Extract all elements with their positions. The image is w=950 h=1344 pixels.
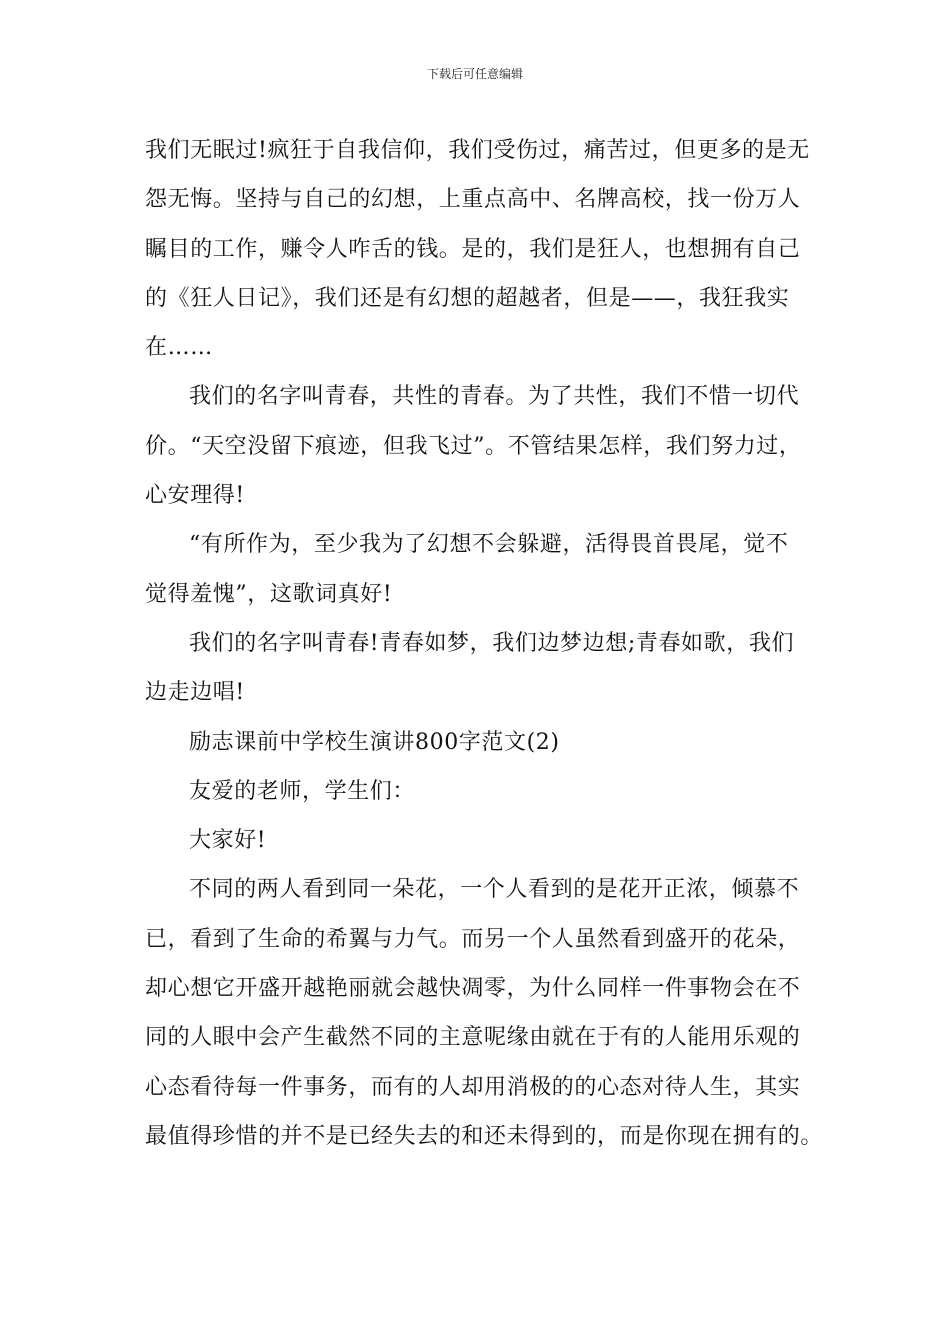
text-line: “有所作为，至少我为了幻想不会躲避，活得畏首畏尾，觉不 <box>189 532 789 558</box>
text-line: 心态看待每一件事务，而有的人却用消极的的心态对待人生，其实 <box>145 1074 801 1100</box>
text-line: 大家好! <box>189 828 267 854</box>
text-line: 却心想它开盛开越艳丽就会越快凋零，为什么同样一件事物会在不 <box>145 976 801 1002</box>
document-body <box>145 126 824 1161</box>
text-line: 同的人眼中会产生截然不同的主意呢缘由就在于有的人能用乐观的 <box>145 1025 801 1051</box>
text-line: 心安理得! <box>145 483 245 509</box>
text-line: 觉得羞愧”，这歌词真好! <box>145 581 393 607</box>
text-line: 励志课前中学校生演讲800字范文(2) <box>189 729 560 755</box>
text-line: 不同的两人看到同一朵花，一个人看到的是花开正浓，倾慕不 <box>189 877 800 903</box>
text-line: 瞩目的工作，赚令人咋舌的钱。是的，我们是狂人，也想拥有自己 <box>145 236 801 262</box>
text-line: 在…… <box>145 335 213 361</box>
text-line: 友爱的老师，学生们： <box>189 778 416 804</box>
page-header: 下载后可任意编辑 <box>426 67 523 81</box>
text-line: 我们无眠过!疯狂于自我信仰，我们受伤过，痛苦过，但更多的是无 <box>145 138 810 163</box>
text-line: 价。“天空没留下痕迹，但我飞过”。不管结果怎样，我们努力过， <box>145 433 802 459</box>
text-line: 怨无悔。坚持与自己的幻想，上重点高中、名牌高校，找一份万人 <box>145 187 801 213</box>
text-line: 我们的名字叫青春!青春如梦，我们边梦边想;青春如歌，我们 <box>189 630 795 656</box>
text-line: 最值得珍惜的并不是已经失去的和还未得到的，而是你现在拥有的。 <box>145 1123 824 1149</box>
text-line: 的《狂人日记》，我们还是有幻想的超越者，但是——，我狂我实 <box>145 285 790 311</box>
text-line: 我们的名字叫青春，共性的青春。为了共性，我们不惜一切代 <box>189 384 800 410</box>
text-line: 已，看到了生命的希翼与力气。而另一个人虽然看到盛开的花朵， <box>145 926 801 952</box>
text-line: 边走边唱! <box>145 680 245 706</box>
